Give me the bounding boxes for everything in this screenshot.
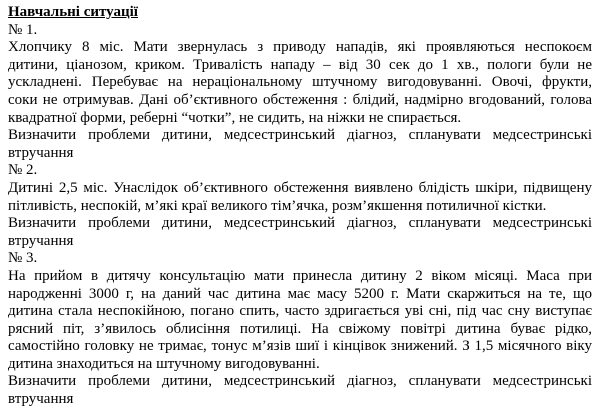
text-line: ускладнені. Перебуває на нераціональному штучному вигодовуванні. Овочі, фрукти,: [8, 74, 592, 91]
case-number: [8, 162, 592, 180]
text-line: дитина знаходиться на штучному вигодовуванні.: [8, 355, 320, 372]
case-number: [8, 250, 592, 268]
text-line: рясний піт, з’явилось облисіння потилиці. На свіжому повітрі дитина буває рідко,: [8, 320, 592, 337]
text-line: самостійно головку не тримає, тонус м’язів шиї і кінцівок знижений. З 1,5 місячного віку: [8, 338, 592, 355]
task-paragraph: [8, 215, 592, 250]
text-line: пітливість, неспокій, м’які краї великого тім’ячка, розм’якшення потиличної кістки.: [8, 197, 547, 214]
text-line: соки не отримував. Дані об’єктивного обстеження : блідий, надмірно вгодований, голова: [8, 91, 592, 108]
task-paragraph: [8, 127, 592, 162]
text-line: Навчальні ситуації: [8, 4, 138, 20]
text-line: втручання: [8, 232, 74, 249]
text-line: № 2.: [8, 162, 38, 179]
text-line: № 3.: [8, 250, 38, 267]
text-line: Визначити проблеми дитини, медсестринський діагноз, спланувати медсестринські: [8, 127, 592, 144]
text-line: На прийом в дитячу консультацію мати принесла дитину 2 віком місяці. Маса при: [8, 267, 592, 284]
text-line: Дитині 2,5 міс. Унаслідок об’єктивного обстеження виявлено блідість шкіри, підвищену: [8, 179, 592, 196]
text-line: дитини, ціанозом, криком. Тривалість нападу – від 30 сек до 1 хв., пологи були не: [8, 56, 592, 73]
case-paragraph: [8, 39, 592, 127]
text-line: № 1.: [8, 21, 38, 38]
document-title: [8, 4, 592, 22]
case-paragraph: [8, 180, 592, 215]
case-number: [8, 22, 592, 40]
text-line: Визначити проблеми дитини, медсестринський діагноз, спланувати медсестринські: [8, 215, 592, 232]
task-paragraph: [8, 373, 592, 408]
text-line: втручання: [8, 391, 74, 408]
case-paragraph: [8, 268, 592, 374]
text-line: втручання: [8, 144, 74, 161]
text-line: дитина стала неспокійною, погано спить, часто здригається уві сні, під час сну виступає: [8, 303, 592, 320]
text-line: квадратної форми, реберні “чотки”, не сидить, на ніжки не спирається.: [8, 109, 462, 126]
text-line: народженні 3000 г, на даний час дитина має масу 5200 г. Мати скаржиться на те, що: [8, 285, 592, 302]
text-line: Хлопчику 8 міс. Мати звернулась з приводу нападів, які проявляються неспокоєм: [8, 39, 592, 56]
text-line: Визначити проблеми дитини, медсестринський діагноз, спланувати медсестринські: [8, 373, 592, 390]
